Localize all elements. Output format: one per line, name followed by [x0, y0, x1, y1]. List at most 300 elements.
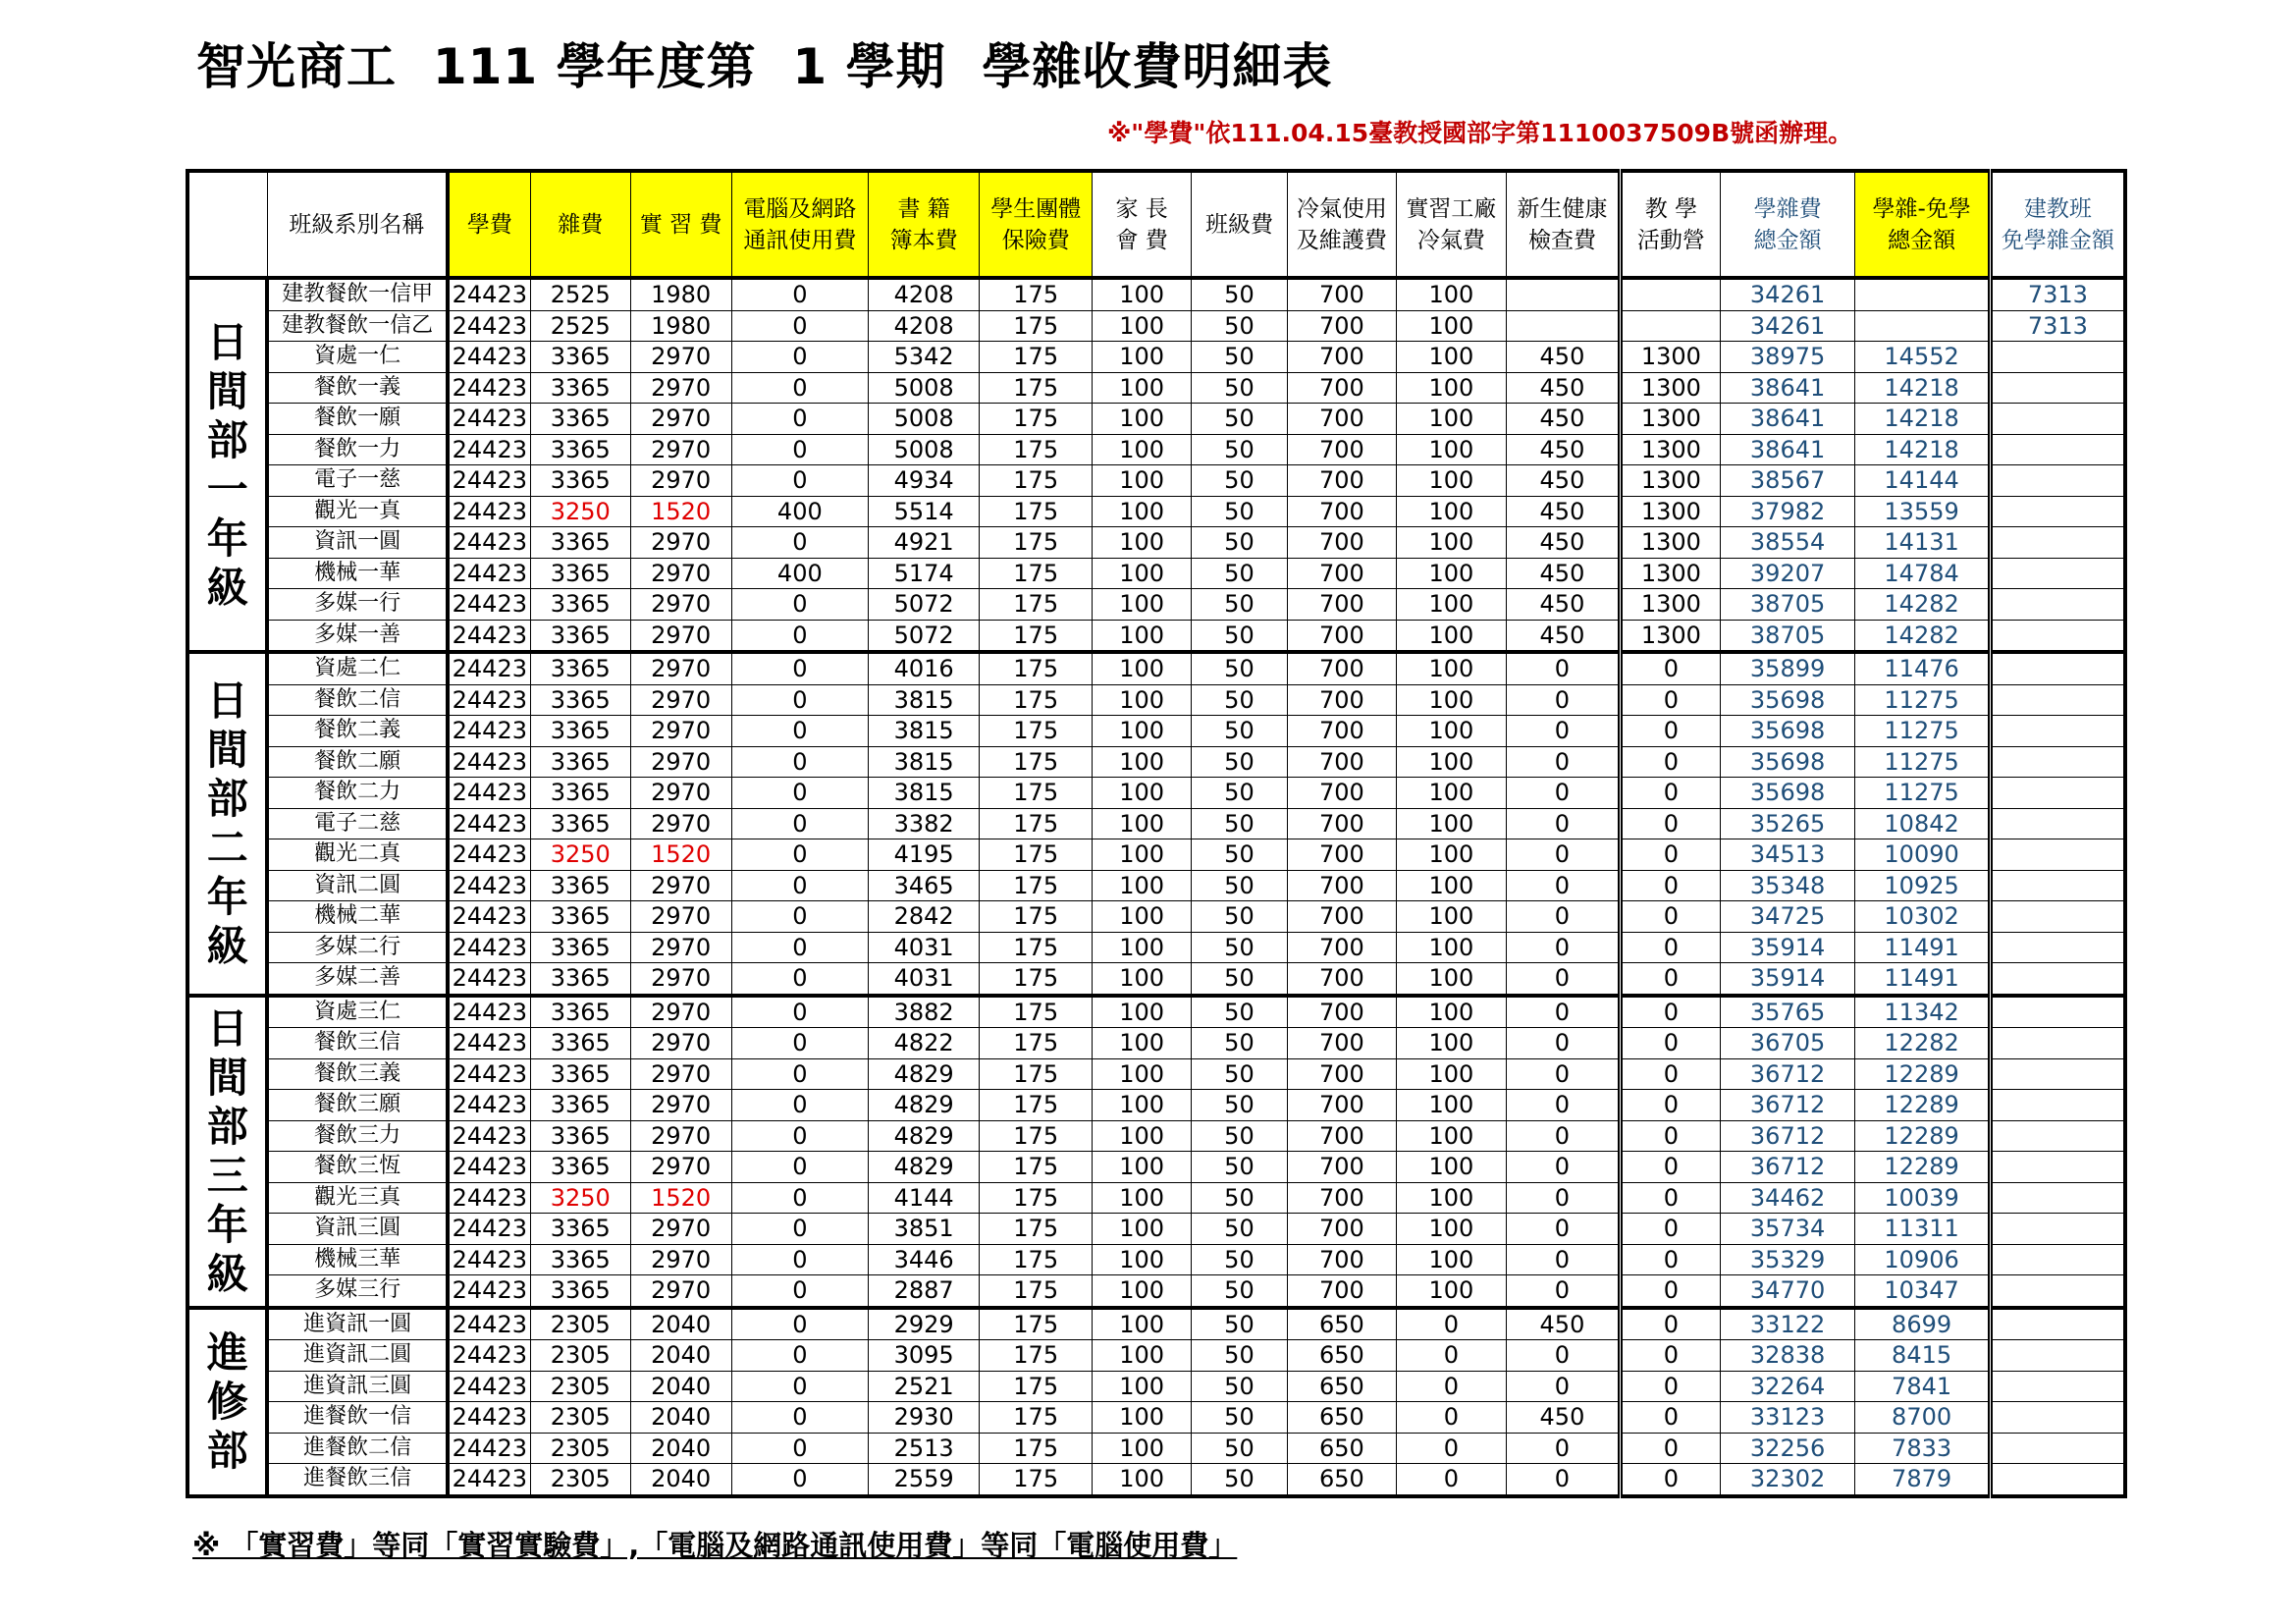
- cell-camp: 1300: [1621, 372, 1721, 404]
- cell-practice: 2040: [630, 1402, 731, 1434]
- cell-factory_ac: 100: [1396, 839, 1506, 871]
- cell-ac: 700: [1287, 652, 1396, 684]
- cell-insurance: 175: [980, 746, 1093, 778]
- cell-misc: 3365: [530, 527, 630, 559]
- cell-health: 0: [1506, 1028, 1620, 1059]
- cell-net: 10039: [1855, 1182, 1991, 1214]
- class-name-cell: 資處二仁: [267, 652, 447, 684]
- cell-health: 0: [1506, 870, 1620, 901]
- cell-misc: 3365: [530, 465, 630, 497]
- cell-total: 38641: [1720, 434, 1855, 465]
- cell-insurance: 175: [980, 870, 1093, 901]
- cell-jianjiao: [1990, 684, 2125, 716]
- cell-jianjiao: [1990, 527, 2125, 559]
- cell-factory_ac: 100: [1396, 1120, 1506, 1152]
- cell-class_fee: 50: [1192, 558, 1288, 589]
- cell-class_fee: 50: [1192, 808, 1288, 839]
- cell-insurance: 175: [980, 465, 1093, 497]
- cell-parents: 100: [1093, 1058, 1192, 1090]
- cell-jianjiao: [1990, 434, 2125, 465]
- column-header-class_fee: 班級費: [1192, 171, 1288, 278]
- cell-factory_ac: 100: [1396, 372, 1506, 404]
- cell-misc: 3250: [530, 1182, 630, 1214]
- cell-tuition: 24423: [448, 589, 531, 621]
- cell-net: 11275: [1855, 778, 1991, 809]
- cell-total: 35734: [1720, 1214, 1855, 1245]
- class-name-cell: 建教餐飲一信甲: [267, 278, 447, 310]
- cell-books: 5514: [869, 496, 980, 527]
- cell-camp: 0: [1621, 1058, 1721, 1090]
- cell-factory_ac: 100: [1396, 684, 1506, 716]
- cell-health: 0: [1506, 1058, 1620, 1090]
- cell-jianjiao: [1990, 589, 2125, 621]
- cell-books: 2929: [869, 1308, 980, 1340]
- cell-factory_ac: 100: [1396, 1275, 1506, 1308]
- cell-ac: 650: [1287, 1340, 1396, 1372]
- cell-misc: 3365: [530, 932, 630, 963]
- cell-practice: 2970: [630, 558, 731, 589]
- cell-practice: 2970: [630, 1275, 731, 1308]
- cell-computer: 0: [731, 996, 869, 1028]
- cell-misc: 3365: [530, 963, 630, 996]
- cell-ac: 700: [1287, 342, 1396, 373]
- table-row: [187, 1120, 2125, 1152]
- cell-insurance: 175: [980, 839, 1093, 871]
- cell-computer: 0: [731, 1371, 869, 1402]
- cell-total: 35265: [1720, 808, 1855, 839]
- cell-factory_ac: 100: [1396, 527, 1506, 559]
- cell-class_fee: 50: [1192, 1152, 1288, 1183]
- cell-total: 35698: [1720, 778, 1855, 809]
- cell-factory_ac: 100: [1396, 342, 1506, 373]
- cell-ac: 700: [1287, 465, 1396, 497]
- class-name-cell: 餐飲一義: [267, 372, 447, 404]
- cell-net: 11491: [1855, 932, 1991, 963]
- cell-insurance: 175: [980, 901, 1093, 933]
- cell-health: 0: [1506, 684, 1620, 716]
- class-name-cell: 餐飲三願: [267, 1090, 447, 1121]
- cell-total: 32264: [1720, 1371, 1855, 1402]
- cell-factory_ac: 100: [1396, 404, 1506, 435]
- cell-practice: 2970: [630, 652, 731, 684]
- cell-practice: 2040: [630, 1340, 731, 1372]
- class-name-cell: 資處一仁: [267, 342, 447, 373]
- cell-net: 10347: [1855, 1275, 1991, 1308]
- cell-tuition: 24423: [448, 1340, 531, 1372]
- cell-tuition: 24423: [448, 1120, 531, 1152]
- class-name-cell: 進餐飲三信: [267, 1464, 447, 1496]
- cell-total: 36712: [1720, 1090, 1855, 1121]
- cell-jianjiao: [1990, 1182, 2125, 1214]
- cell-class_fee: 50: [1192, 527, 1288, 559]
- cell-jianjiao: [1990, 716, 2125, 747]
- cell-health: 0: [1506, 746, 1620, 778]
- cell-practice: 1980: [630, 310, 731, 342]
- cell-computer: 0: [731, 746, 869, 778]
- cell-parents: 100: [1093, 808, 1192, 839]
- cell-ac: 650: [1287, 1464, 1396, 1496]
- cell-practice: 2040: [630, 1433, 731, 1464]
- table-row: [187, 1028, 2125, 1059]
- cell-factory_ac: 100: [1396, 1152, 1506, 1183]
- cell-insurance: 175: [980, 1120, 1093, 1152]
- cell-ac: 650: [1287, 1371, 1396, 1402]
- cell-jianjiao: [1990, 558, 2125, 589]
- cell-parents: 100: [1093, 558, 1192, 589]
- cell-books: 5008: [869, 434, 980, 465]
- cell-camp: 1300: [1621, 527, 1721, 559]
- cell-tuition: 24423: [448, 1058, 531, 1090]
- cell-factory_ac: 100: [1396, 746, 1506, 778]
- cell-net: 10090: [1855, 839, 1991, 871]
- cell-total: 35348: [1720, 870, 1855, 901]
- cell-class_fee: 50: [1192, 1402, 1288, 1434]
- cell-class_fee: 50: [1192, 963, 1288, 996]
- cell-ac: 700: [1287, 620, 1396, 652]
- cell-computer: 0: [731, 1120, 869, 1152]
- cell-ac: 700: [1287, 839, 1396, 871]
- table-row: [187, 1433, 2125, 1464]
- class-name-cell: 餐飲二願: [267, 746, 447, 778]
- cell-ac: 700: [1287, 404, 1396, 435]
- cell-class_fee: 50: [1192, 1340, 1288, 1372]
- cell-jianjiao: 7313: [1990, 310, 2125, 342]
- cell-ac: 700: [1287, 1244, 1396, 1275]
- cell-factory_ac: 100: [1396, 1090, 1506, 1121]
- cell-health: 0: [1506, 1152, 1620, 1183]
- cell-total: 38554: [1720, 527, 1855, 559]
- cell-computer: 400: [731, 558, 869, 589]
- cell-total: 34725: [1720, 901, 1855, 933]
- cell-parents: 100: [1093, 746, 1192, 778]
- class-name-cell: 資處三仁: [267, 996, 447, 1028]
- cell-misc: 3365: [530, 716, 630, 747]
- cell-misc: 3250: [530, 839, 630, 871]
- cell-class_fee: 50: [1192, 404, 1288, 435]
- cell-books: 5072: [869, 589, 980, 621]
- cell-computer: 0: [731, 839, 869, 871]
- cell-ac: 700: [1287, 901, 1396, 933]
- table-row: [187, 372, 2125, 404]
- cell-practice: 1520: [630, 496, 731, 527]
- cell-camp: 1300: [1621, 496, 1721, 527]
- cell-health: 0: [1506, 963, 1620, 996]
- table-row: [187, 434, 2125, 465]
- table-row: [187, 1340, 2125, 1372]
- cell-jianjiao: [1990, 963, 2125, 996]
- cell-ac: 700: [1287, 716, 1396, 747]
- cell-misc: 3365: [530, 404, 630, 435]
- cell-tuition: 24423: [448, 716, 531, 747]
- column-header-tuition: 學費: [448, 171, 531, 278]
- cell-ac: 700: [1287, 278, 1396, 310]
- cell-books: 4921: [869, 527, 980, 559]
- cell-total: 38641: [1720, 372, 1855, 404]
- group-label: 日 間 部 三 年 級: [187, 996, 267, 1308]
- cell-parents: 100: [1093, 1464, 1192, 1496]
- cell-misc: 3365: [530, 746, 630, 778]
- cell-net: 12282: [1855, 1028, 1991, 1059]
- cell-practice: 2970: [630, 1152, 731, 1183]
- cell-books: 3815: [869, 716, 980, 747]
- cell-books: 4829: [869, 1058, 980, 1090]
- cell-practice: 2970: [630, 1214, 731, 1245]
- class-name-cell: 進資訊一圓: [267, 1308, 447, 1340]
- cell-factory_ac: 0: [1396, 1371, 1506, 1402]
- page-title: 智光商工 111 學年度第 1 學期 學雜收費明細表: [196, 38, 1333, 95]
- class-name-cell: 資訊二圓: [267, 870, 447, 901]
- cell-net: 11275: [1855, 716, 1991, 747]
- cell-insurance: 175: [980, 963, 1093, 996]
- cell-ac: 700: [1287, 1058, 1396, 1090]
- cell-insurance: 175: [980, 1340, 1093, 1372]
- class-name-cell: 餐飲一力: [267, 434, 447, 465]
- cell-total: 35765: [1720, 996, 1855, 1028]
- cell-insurance: 175: [980, 496, 1093, 527]
- cell-jianjiao: [1990, 1214, 2125, 1245]
- table-row: [187, 1244, 2125, 1275]
- column-header-health: 新生健康 檢查費: [1506, 171, 1620, 278]
- cell-books: 2521: [869, 1371, 980, 1402]
- cell-factory_ac: 100: [1396, 1182, 1506, 1214]
- cell-total: 34513: [1720, 839, 1855, 871]
- class-name-cell: 餐飲三恆: [267, 1152, 447, 1183]
- table-row: [187, 1182, 2125, 1214]
- cell-camp: 1300: [1621, 404, 1721, 435]
- cell-books: 4829: [869, 1090, 980, 1121]
- cell-parents: 100: [1093, 652, 1192, 684]
- cell-insurance: 175: [980, 1433, 1093, 1464]
- cell-computer: 0: [731, 1090, 869, 1121]
- cell-total: 38641: [1720, 404, 1855, 435]
- cell-books: 2887: [869, 1275, 980, 1308]
- cell-total: 34261: [1720, 278, 1855, 310]
- cell-factory_ac: 100: [1396, 465, 1506, 497]
- cell-camp: 0: [1621, 1152, 1721, 1183]
- cell-health: 0: [1506, 996, 1620, 1028]
- cell-health: 0: [1506, 1371, 1620, 1402]
- cell-factory_ac: 100: [1396, 434, 1506, 465]
- cell-books: 4144: [869, 1182, 980, 1214]
- cell-misc: 3365: [530, 342, 630, 373]
- table-row: [187, 746, 2125, 778]
- cell-ac: 700: [1287, 996, 1396, 1028]
- column-header-computer: 電腦及網路 通訊使用費: [731, 171, 869, 278]
- cell-tuition: 24423: [448, 1275, 531, 1308]
- cell-computer: 0: [731, 589, 869, 621]
- cell-health: 0: [1506, 1275, 1620, 1308]
- cell-misc: 3365: [530, 1120, 630, 1152]
- class-name-cell: 多媒一行: [267, 589, 447, 621]
- cell-health: 0: [1506, 716, 1620, 747]
- cell-net: 10906: [1855, 1244, 1991, 1275]
- cell-factory_ac: 100: [1396, 932, 1506, 963]
- cell-ac: 700: [1287, 1120, 1396, 1152]
- cell-jianjiao: [1990, 1433, 2125, 1464]
- cell-camp: 0: [1621, 1371, 1721, 1402]
- cell-misc: 2305: [530, 1433, 630, 1464]
- cell-class_fee: 50: [1192, 716, 1288, 747]
- cell-computer: 0: [731, 278, 869, 310]
- cell-net: 8700: [1855, 1402, 1991, 1434]
- cell-books: 4934: [869, 465, 980, 497]
- cell-computer: 0: [731, 1340, 869, 1372]
- cell-class_fee: 50: [1192, 1120, 1288, 1152]
- cell-misc: 2305: [530, 1371, 630, 1402]
- cell-books: 3851: [869, 1214, 980, 1245]
- cell-misc: 3365: [530, 808, 630, 839]
- cell-health: 0: [1506, 1182, 1620, 1214]
- table-row: [187, 1371, 2125, 1402]
- cell-net: 14144: [1855, 465, 1991, 497]
- cell-net: 11491: [1855, 963, 1991, 996]
- footnote: ※ 「實習費」等同「實習實驗費」,「電腦及網路通訊使用費」等同「電腦使用費」: [192, 1529, 1238, 1562]
- cell-jianjiao: [1990, 372, 2125, 404]
- column-header-jianjiao: 建教班 免學雜金額: [1990, 171, 2125, 278]
- cell-computer: 0: [731, 527, 869, 559]
- cell-tuition: 24423: [448, 1090, 531, 1121]
- cell-parents: 100: [1093, 620, 1192, 652]
- column-header-parents: 家 長 會 費: [1093, 171, 1192, 278]
- group-label: 日 間 部 一 年 級: [187, 278, 267, 652]
- cell-jianjiao: [1990, 1120, 2125, 1152]
- class-name-cell: 機械二華: [267, 901, 447, 933]
- cell-total: 32838: [1720, 1340, 1855, 1372]
- cell-parents: 100: [1093, 434, 1192, 465]
- cell-parents: 100: [1093, 778, 1192, 809]
- column-header-total: 學雜費 總金額: [1720, 171, 1855, 278]
- cell-net: 10925: [1855, 870, 1991, 901]
- class-name-cell: 資訊一圓: [267, 527, 447, 559]
- table-row: [187, 278, 2125, 310]
- cell-camp: 0: [1621, 1340, 1721, 1372]
- cell-practice: 2970: [630, 589, 731, 621]
- cell-insurance: 175: [980, 1182, 1093, 1214]
- cell-net: 14131: [1855, 527, 1991, 559]
- cell-misc: 3365: [530, 684, 630, 716]
- cell-misc: 3365: [530, 1028, 630, 1059]
- cell-class_fee: 50: [1192, 465, 1288, 497]
- cell-computer: 0: [731, 1433, 869, 1464]
- class-name-cell: 餐飲三義: [267, 1058, 447, 1090]
- cell-practice: 2040: [630, 1308, 731, 1340]
- cell-books: 2559: [869, 1464, 980, 1496]
- cell-health: 0: [1506, 839, 1620, 871]
- cell-camp: 0: [1621, 716, 1721, 747]
- cell-camp: 1300: [1621, 465, 1721, 497]
- cell-factory_ac: 100: [1396, 652, 1506, 684]
- cell-jianjiao: [1990, 1340, 2125, 1372]
- cell-books: 3465: [869, 870, 980, 901]
- cell-class_fee: 50: [1192, 372, 1288, 404]
- cell-net: 14552: [1855, 342, 1991, 373]
- cell-ac: 650: [1287, 1308, 1396, 1340]
- cell-insurance: 175: [980, 1275, 1093, 1308]
- cell-net: 8415: [1855, 1340, 1991, 1372]
- cell-health: [1506, 310, 1620, 342]
- table-row: [187, 1152, 2125, 1183]
- cell-net: 7879: [1855, 1464, 1991, 1496]
- cell-class_fee: 50: [1192, 1464, 1288, 1496]
- cell-ac: 700: [1287, 434, 1396, 465]
- cell-factory_ac: 100: [1396, 620, 1506, 652]
- cell-practice: 2970: [630, 1028, 731, 1059]
- cell-insurance: 175: [980, 1308, 1093, 1340]
- cell-total: 35329: [1720, 1244, 1855, 1275]
- cell-jianjiao: [1990, 778, 2125, 809]
- cell-computer: 0: [731, 870, 869, 901]
- table-row: [187, 778, 2125, 809]
- cell-misc: 2305: [530, 1464, 630, 1496]
- cell-parents: 100: [1093, 1028, 1192, 1059]
- cell-parents: 100: [1093, 496, 1192, 527]
- cell-parents: 100: [1093, 404, 1192, 435]
- cell-practice: 2970: [630, 684, 731, 716]
- cell-books: 2930: [869, 1402, 980, 1434]
- cell-misc: 3365: [530, 589, 630, 621]
- cell-camp: 0: [1621, 1464, 1721, 1496]
- class-name-cell: 進資訊三圓: [267, 1371, 447, 1402]
- cell-ac: 700: [1287, 1214, 1396, 1245]
- cell-books: 3815: [869, 778, 980, 809]
- cell-jianjiao: [1990, 1090, 2125, 1121]
- cell-ac: 700: [1287, 558, 1396, 589]
- cell-class_fee: 50: [1192, 652, 1288, 684]
- class-name-cell: 餐飲一願: [267, 404, 447, 435]
- cell-class_fee: 50: [1192, 746, 1288, 778]
- cell-tuition: 24423: [448, 932, 531, 963]
- table-row: [187, 1214, 2125, 1245]
- cell-tuition: 24423: [448, 620, 531, 652]
- cell-computer: 0: [731, 1028, 869, 1059]
- table-row: [187, 589, 2125, 621]
- cell-misc: 3365: [530, 1275, 630, 1308]
- cell-parents: 100: [1093, 1275, 1192, 1308]
- cell-camp: 0: [1621, 839, 1721, 871]
- cell-practice: 2970: [630, 1058, 731, 1090]
- cell-net: 14218: [1855, 434, 1991, 465]
- cell-ac: 700: [1287, 310, 1396, 342]
- cell-books: 5174: [869, 558, 980, 589]
- cell-jianjiao: [1990, 465, 2125, 497]
- cell-books: 4016: [869, 652, 980, 684]
- cell-parents: 100: [1093, 1371, 1192, 1402]
- cell-ac: 700: [1287, 1028, 1396, 1059]
- cell-camp: 0: [1621, 870, 1721, 901]
- table-row: [187, 1402, 2125, 1434]
- cell-parents: 100: [1093, 589, 1192, 621]
- table-row: [187, 716, 2125, 747]
- cell-factory_ac: 100: [1396, 996, 1506, 1028]
- cell-practice: 2970: [630, 1120, 731, 1152]
- cell-insurance: 175: [980, 404, 1093, 435]
- class-name-cell: 觀光二真: [267, 839, 447, 871]
- cell-factory_ac: 100: [1396, 310, 1506, 342]
- cell-parents: 100: [1093, 342, 1192, 373]
- cell-health: 0: [1506, 1090, 1620, 1121]
- cell-camp: [1621, 278, 1721, 310]
- cell-jianjiao: [1990, 1308, 2125, 1340]
- cell-computer: 0: [731, 1402, 869, 1434]
- cell-computer: 0: [731, 1308, 869, 1340]
- cell-camp: 0: [1621, 1214, 1721, 1245]
- table-body: [187, 278, 2125, 1496]
- cell-total: 34462: [1720, 1182, 1855, 1214]
- class-name-cell: 餐飲二力: [267, 778, 447, 809]
- cell-insurance: 175: [980, 1214, 1093, 1245]
- cell-factory_ac: 0: [1396, 1464, 1506, 1496]
- cell-jianjiao: [1990, 1371, 2125, 1402]
